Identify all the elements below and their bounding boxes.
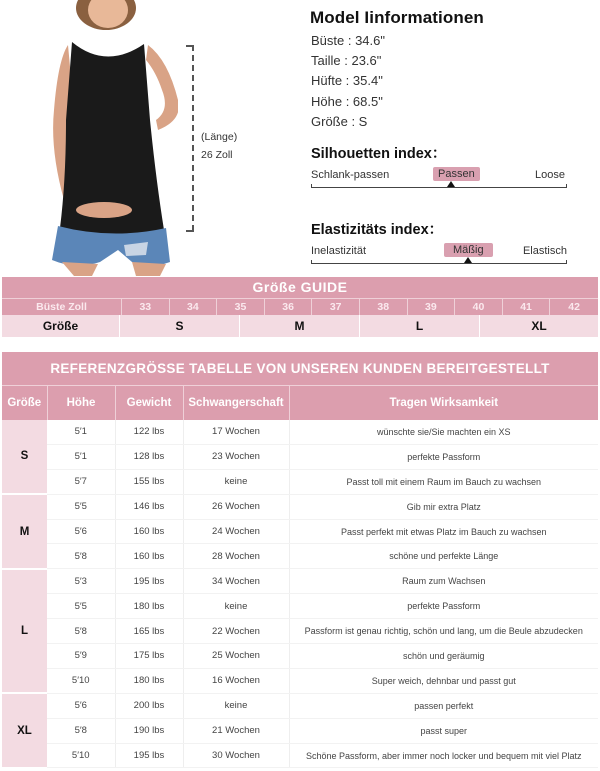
header-pregnancy: Schwangerschaft — [183, 386, 289, 420]
cell-pregnancy: 25 Wochen — [183, 644, 289, 669]
measure-cap-top — [186, 45, 194, 47]
elasticity-index-title: Elastizitäts index： — [311, 222, 444, 238]
size-guide — [2, 277, 598, 337]
elasticity-left-label: Inelastizität — [311, 245, 367, 257]
elasticity-axis — [311, 263, 567, 264]
cell-pregnancy: keine — [183, 594, 289, 619]
header-height: Höhe — [47, 386, 115, 420]
reference-table — [2, 385, 598, 769]
cell-weight: 195 lbs — [115, 743, 183, 768]
size-l: L — [360, 315, 480, 337]
table-row — [2, 644, 598, 669]
silhouette-index — [311, 142, 567, 193]
table-row — [2, 619, 598, 644]
cell-pregnancy: 16 Wochen — [183, 668, 289, 693]
size-xl: XL — [531, 319, 547, 333]
cell-fit: Passform ist genau richtig, schön und lang, um die Beule abzudecken — [289, 619, 598, 644]
cell-weight: 128 lbs — [115, 444, 183, 469]
cell-fit: perfekte Passform — [289, 444, 598, 469]
size-guide-bust-row — [2, 298, 598, 315]
cell-height: 5′10 — [47, 668, 115, 693]
bust-value: 34 — [170, 299, 218, 315]
silhouette-tick-left — [311, 184, 312, 188]
size-group-xl: XL — [2, 693, 47, 768]
cell-pregnancy: 21 Wochen — [183, 718, 289, 743]
model-bust: Büste : 34.6" — [311, 33, 385, 48]
table-row — [2, 420, 598, 445]
cell-fit: Passt perfekt mit etwas Platz im Bauch zu wachsen — [289, 519, 598, 544]
cell-fit: schöne und perfekte Länge — [289, 544, 598, 569]
cell-weight: 180 lbs — [115, 594, 183, 619]
table-row — [2, 494, 598, 519]
table-row — [2, 519, 598, 544]
cell-height: 5′1 — [47, 444, 115, 469]
elasticity-scale — [311, 243, 567, 269]
cell-weight: 155 lbs — [115, 469, 183, 494]
length-label: (Länge) — [201, 131, 238, 143]
silhouette-selected-pill: Passen — [433, 167, 480, 181]
length-measure-line — [192, 45, 194, 231]
cell-fit: Raum zum Wachsen — [289, 569, 598, 594]
cell-weight: 122 lbs — [115, 420, 183, 445]
cell-height: 5′8 — [47, 718, 115, 743]
bust-label: Büste Zoll — [2, 299, 122, 315]
model-size: Größe : S — [311, 113, 368, 129]
table-row — [2, 668, 598, 693]
cell-fit: Super weich, dehnbar und passt gut — [289, 668, 598, 693]
cell-height: 5′9 — [47, 644, 115, 669]
size-guide-title: Größe GUIDE — [2, 277, 598, 298]
model-hip: Hüfte : 35.4" — [311, 73, 383, 89]
elasticity-tick-left — [311, 260, 312, 264]
cell-pregnancy: 26 Wochen — [183, 494, 289, 519]
cell-fit: passen perfekt — [289, 693, 598, 718]
cell-pregnancy: keine — [183, 693, 289, 718]
bust-value: 33 — [122, 299, 170, 315]
model-height: Höhe : 68.5" — [311, 93, 383, 109]
cell-pregnancy: 34 Wochen — [183, 569, 289, 594]
elasticity-tick-right — [566, 260, 567, 264]
cell-height: 5′5 — [47, 594, 115, 619]
model-waist: Taille : 23.6" — [311, 53, 382, 69]
cell-height: 5′8 — [47, 544, 115, 569]
bust-value: 39 — [408, 299, 456, 315]
cell-height: 5′6 — [47, 693, 115, 718]
size-label: Größe — [2, 315, 120, 337]
elasticity-selected-pill: Mäßig — [444, 243, 493, 257]
cell-pregnancy: 24 Wochen — [183, 519, 289, 544]
table-row — [2, 544, 598, 569]
table-row — [2, 718, 598, 743]
product-hero — [0, 0, 600, 276]
cell-pregnancy: 28 Wochen — [183, 544, 289, 569]
table-row — [2, 743, 598, 768]
length-measure-label — [201, 128, 237, 164]
cell-weight: 175 lbs — [115, 644, 183, 669]
silhouette-right-label: Loose — [535, 169, 565, 181]
cell-weight: 165 lbs — [115, 619, 183, 644]
cell-weight: 180 lbs — [115, 668, 183, 693]
bust-value: 40 — [455, 299, 503, 315]
table-row — [2, 569, 598, 594]
cell-height: 5′10 — [47, 743, 115, 768]
size-guide-size-row — [2, 315, 598, 337]
cell-pregnancy: 23 Wochen — [183, 444, 289, 469]
reference-table-title: REFERENZGRÖSSE TABELLE VON UNSEREN KUNDEN BEREITGESTELLT — [2, 352, 598, 385]
cell-weight: 190 lbs — [115, 718, 183, 743]
cell-weight: 195 lbs — [115, 569, 183, 594]
silhouette-scale — [311, 167, 567, 193]
cell-height: 5′7 — [47, 469, 115, 494]
cell-fit: schön und geräumig — [289, 644, 598, 669]
header-fit-effect: Tragen Wirksamkeit — [289, 386, 598, 420]
cell-fit: Passt toll mit einem Raum im Bauch zu wachsen — [289, 469, 598, 494]
table-row — [2, 469, 598, 494]
elasticity-right-label: Elastisch — [522, 245, 567, 257]
bust-value: 35 — [217, 299, 265, 315]
model-photo — [28, 0, 178, 276]
size-s: S — [120, 315, 240, 337]
reference-size-table — [2, 352, 598, 769]
silhouette-marker-icon — [447, 181, 455, 187]
measure-cap-bottom — [186, 230, 194, 232]
cell-fit: perfekte Passform — [289, 594, 598, 619]
cell-pregnancy: 22 Wochen — [183, 619, 289, 644]
cell-fit: wünschte sie/Sie machten ein XS — [289, 420, 598, 445]
elasticity-marker-icon — [464, 257, 472, 263]
cell-height: 5′8 — [47, 619, 115, 644]
silhouette-index-title: Silhouetten index： — [311, 146, 447, 162]
length-value: 26 Zoll — [201, 149, 233, 161]
table-row — [2, 693, 598, 718]
cell-weight: 160 lbs — [115, 519, 183, 544]
cell-pregnancy: 30 Wochen — [183, 743, 289, 768]
silhouette-left-label: Schlank-passen — [311, 169, 390, 181]
bust-value: 41 — [503, 299, 551, 315]
header-size: Größe — [2, 386, 47, 420]
cell-pregnancy: keine — [183, 469, 289, 494]
cell-height: 5′1 — [47, 420, 115, 445]
cell-height: 5′6 — [47, 519, 115, 544]
size-group-s: S — [2, 420, 47, 495]
table-row — [2, 444, 598, 469]
bust-value: 37 — [312, 299, 360, 315]
size-m: M — [240, 315, 360, 337]
cell-pregnancy: 17 Wochen — [183, 420, 289, 445]
cell-fit: passt super — [289, 718, 598, 743]
bust-value: 38 — [360, 299, 408, 315]
cell-height: 5′3 — [47, 569, 115, 594]
size-group-l: L — [2, 569, 47, 693]
silhouette-tick-right — [566, 184, 567, 188]
model-info — [310, 8, 484, 132]
silhouette-axis — [311, 187, 567, 188]
bust-value: 42 — [568, 301, 580, 313]
cell-height: 5′5 — [47, 494, 115, 519]
size-group-m: M — [2, 494, 47, 569]
cell-fit: Schöne Passform, aber immer noch locker und bequem mit viel Platz — [289, 743, 598, 768]
cell-fit: Gib mir extra Platz — [289, 494, 598, 519]
table-header-row — [2, 386, 598, 420]
elasticity-index — [311, 218, 567, 269]
header-weight: Gewicht — [115, 386, 183, 420]
cell-weight: 200 lbs — [115, 693, 183, 718]
model-info-title: Model Iinformationen — [310, 8, 484, 27]
cell-weight: 146 lbs — [115, 494, 183, 519]
cell-weight: 160 lbs — [115, 544, 183, 569]
table-row — [2, 594, 598, 619]
bust-value: 36 — [265, 299, 313, 315]
